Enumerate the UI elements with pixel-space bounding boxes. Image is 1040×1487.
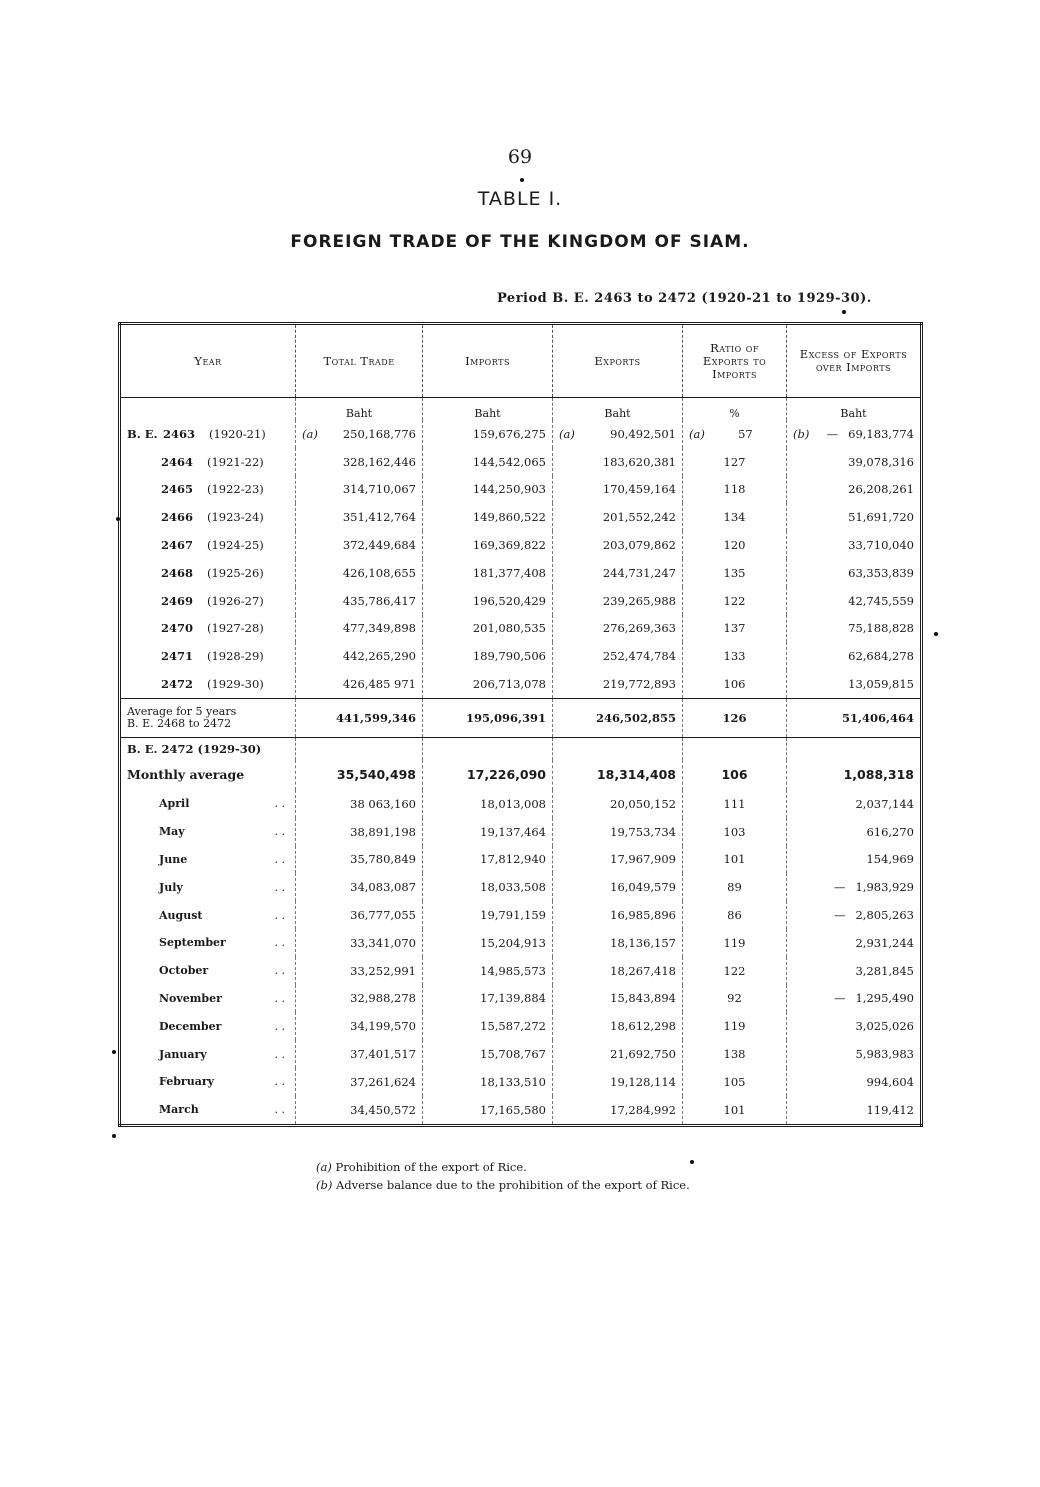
leader-dots: . .: [274, 964, 285, 978]
total-trade-cell: 442,265,290: [296, 642, 423, 670]
total-trade-cell: 477,349,898: [296, 615, 423, 643]
exports-cell: (a) 90,492,501: [553, 420, 683, 448]
year-cell: [120, 642, 296, 670]
average-label-line1: Average for 5 years: [127, 704, 237, 718]
fiscal-year: (1921-22): [207, 454, 264, 469]
total-trade-cell: 35,780,849: [296, 846, 423, 874]
leader-dots: . .: [274, 1019, 285, 1033]
imports-cell: 159,676,275: [423, 420, 553, 448]
footnote-marker: (b): [793, 426, 810, 441]
month-row: [120, 790, 922, 818]
excess-value: 2,805,263: [855, 908, 914, 923]
be-year: 2464: [160, 454, 193, 469]
table-label: TABLE I.: [477, 188, 563, 210]
ratio-cell: 106: [683, 670, 787, 698]
excess-cell: [787, 790, 922, 818]
imports-cell: 15,204,913: [423, 929, 553, 957]
ratio-cell: 118: [683, 476, 787, 504]
excess-cell: 26,208,261: [848, 482, 914, 497]
leader-dots: . .: [274, 991, 285, 1005]
print-speck: [112, 1050, 116, 1054]
fiscal-year: (1925-26): [207, 565, 264, 580]
month-cell: [120, 1012, 296, 1040]
excess-cell: 39,078,316: [848, 454, 914, 469]
ratio-cell: 137: [683, 615, 787, 643]
blank-cell: [423, 737, 553, 760]
footnote-marker: (a): [689, 426, 705, 441]
excess-value: 1,295,490: [855, 991, 914, 1006]
excess-cell: [787, 873, 922, 901]
negative-sign: —: [833, 880, 846, 895]
be-prefix: B. E.: [127, 426, 158, 441]
month-cell: [120, 1040, 296, 1068]
fiscal-year: (1923-24): [207, 510, 264, 525]
leader-dots: . .: [274, 1075, 285, 1089]
month-name: August: [159, 908, 203, 922]
ratio-cell: (a) 57: [683, 420, 787, 448]
month-row: [120, 957, 922, 985]
be-year: 2463: [163, 426, 196, 441]
period-subtitle: Period B. E. 2463 to 2472 (1920-21 to 1929-30).: [497, 291, 872, 306]
exports-cell: 18,136,157: [553, 929, 683, 957]
leader-dots: . .: [274, 936, 285, 950]
exports-cell: 21,692,750: [553, 1040, 683, 1068]
month-name: February: [159, 1075, 215, 1089]
exports-cell: 19,753,734: [553, 818, 683, 846]
month-cell: [120, 1096, 296, 1125]
be-year: 2465: [160, 482, 193, 497]
blank-cell: [296, 737, 423, 760]
total-trade-cell: 314,710,067: [296, 476, 423, 504]
year-row: [120, 642, 922, 670]
ratio-cell: 105: [683, 1068, 787, 1096]
excess-cell: 63,353,839: [848, 565, 914, 580]
excess-cell: 62,684,278: [848, 649, 914, 664]
month-name: July: [159, 880, 183, 894]
section-label: B. E. 2472 (1929-30): [120, 737, 296, 760]
header-ratio: Ratio of Exports to Imports: [683, 324, 787, 398]
header-total-trade: Total Trade: [296, 324, 423, 398]
year-row: [120, 448, 922, 476]
monthly-average-excess-cell: 1,088,318: [843, 767, 914, 783]
unit-exports: Baht: [553, 398, 683, 421]
print-speck: [116, 517, 120, 521]
print-speck: [520, 178, 524, 182]
average-exports-cell: 246,502,855: [553, 698, 683, 737]
units-row: [120, 398, 922, 421]
total-trade-cell: 32,988,278: [296, 985, 423, 1013]
month-name: June: [159, 852, 188, 866]
average-imports-cell: 195,096,391: [423, 698, 553, 737]
excess-value: 5,983,983: [855, 1047, 914, 1062]
be-year: 2471: [160, 649, 193, 664]
excess-cell: [787, 818, 922, 846]
be-year: 2470: [160, 621, 193, 636]
imports-cell: 144,250,903: [423, 476, 553, 504]
leader-dots: . .: [274, 797, 285, 811]
ratio-cell: 86: [683, 901, 787, 929]
imports-cell: 149,860,522: [423, 503, 553, 531]
negative-sign: —: [833, 991, 846, 1006]
ratio-cell: 122: [683, 957, 787, 985]
exports-cell: 16,049,579: [553, 873, 683, 901]
month-row: [120, 901, 922, 929]
imports-cell: 18,133,510: [423, 1068, 553, 1096]
table-body: [120, 398, 922, 1126]
month-cell: [120, 790, 296, 818]
print-speck: [690, 1160, 694, 1164]
exports-cell: 203,079,862: [553, 531, 683, 559]
month-name: November: [159, 991, 222, 1005]
year-row: [120, 587, 922, 615]
month-row: [120, 985, 922, 1013]
year-cell: [120, 476, 296, 504]
table-header-row: [120, 324, 922, 398]
total-trade-cell: 435,786,417: [296, 587, 423, 615]
leader-dots: . .: [274, 852, 285, 866]
month-name: January: [159, 1047, 207, 1061]
fiscal-year: (1927-28): [207, 621, 264, 636]
year-row: [120, 670, 922, 698]
average-excess-cell: 51,406,464: [787, 698, 922, 737]
month-row: [120, 1096, 922, 1125]
excess-value: 154,969: [866, 852, 914, 867]
be-year: 2472: [160, 677, 193, 692]
imports-cell: 201,080,535: [423, 615, 553, 643]
ratio-cell: 101: [683, 1096, 787, 1125]
year-row: [120, 531, 922, 559]
imports-cell: 189,790,506: [423, 642, 553, 670]
ratio-cell: 119: [683, 929, 787, 957]
year-cell: [120, 448, 296, 476]
imports-cell: 17,812,940: [423, 846, 553, 874]
month-name: May: [159, 825, 185, 839]
excess-cell: [787, 1012, 922, 1040]
average-total-cell: 441,599,346: [296, 698, 423, 737]
excess-cell: [787, 846, 922, 874]
exports-cell: 18,267,418: [553, 957, 683, 985]
year-row: [120, 476, 922, 504]
excess-cell: 42,745,559: [848, 593, 914, 608]
total-trade-cell: 33,341,070: [296, 929, 423, 957]
excess-value: 616,270: [866, 824, 914, 839]
exports-cell: 17,284,992: [553, 1096, 683, 1125]
excess-cell: [787, 1068, 922, 1096]
imports-cell: 18,013,008: [423, 790, 553, 818]
be-year: 2469: [160, 593, 193, 608]
excess-cell: 75,188,828: [848, 621, 914, 636]
monthly-average-label: Monthly average: [120, 760, 296, 790]
total-trade-cell: 426,485 971: [296, 670, 423, 698]
ratio-cell: 101: [683, 846, 787, 874]
blank-cell: [553, 737, 683, 760]
average-ratio-cell: 126: [683, 698, 787, 737]
average-label-line2: B. E. 2468 to 2472: [127, 716, 232, 730]
fiscal-year: (1920-21): [209, 426, 266, 441]
year-cell: [120, 531, 296, 559]
header-imports: Imports: [423, 324, 553, 398]
excess-cell: [787, 985, 922, 1013]
unit-ratio: %: [683, 398, 787, 421]
excess-cell: [787, 1040, 922, 1068]
month-cell: [120, 957, 296, 985]
excess-cell: (b) — 69,183,774: [793, 426, 914, 441]
month-row: [120, 873, 922, 901]
leader-dots: . .: [274, 880, 285, 894]
exports-cell: 239,265,988: [553, 587, 683, 615]
average-label: [120, 698, 296, 737]
month-cell: [120, 1068, 296, 1096]
year-row: [120, 503, 922, 531]
fiscal-year: (1926-27): [207, 593, 264, 608]
imports-cell: 19,137,464: [423, 818, 553, 846]
monthly-average-ratio-cell: 106: [683, 760, 787, 790]
excess-cell: [787, 929, 922, 957]
month-cell: [120, 873, 296, 901]
be-year: 2466: [160, 510, 193, 525]
exports-cell: 20,050,152: [553, 790, 683, 818]
total-trade-cell: 38,891,198: [296, 818, 423, 846]
total-trade-cell: 34,199,570: [296, 1012, 423, 1040]
monthly-average-total-cell: 35,540,498: [296, 760, 423, 790]
ratio-cell: 122: [683, 587, 787, 615]
year-cell: [120, 420, 296, 448]
footnote-marker: (a): [559, 426, 575, 441]
section-row: [120, 737, 922, 760]
exports-cell: 16,985,896: [553, 901, 683, 929]
excess-value: 2,037,144: [855, 796, 914, 811]
total-trade-cell: 33,252,991: [296, 957, 423, 985]
page-number: 69: [507, 146, 533, 168]
imports-cell: 181,377,408: [423, 559, 553, 587]
excess-value: 1,983,929: [855, 880, 914, 895]
ratio-cell: 134: [683, 503, 787, 531]
unit-year-blank: [120, 398, 296, 421]
year-row: [120, 420, 922, 448]
blank-cell: [787, 737, 922, 760]
month-cell: [120, 846, 296, 874]
imports-cell: 17,165,580: [423, 1096, 553, 1125]
excess-value: 994,604: [866, 1074, 914, 1089]
total-trade-cell: 372,449,684: [296, 531, 423, 559]
total-trade-cell: 34,083,087: [296, 873, 423, 901]
header-year: Year: [120, 324, 296, 398]
leader-dots: . .: [274, 908, 285, 922]
monthly-average-exports-cell: 18,314,408: [553, 760, 683, 790]
year-row: [120, 559, 922, 587]
footnote-marker: (a): [302, 426, 318, 441]
month-cell: [120, 985, 296, 1013]
average-row: [120, 698, 922, 737]
monthly-average-row: [120, 760, 922, 790]
total-trade-cell: 36,777,055: [296, 901, 423, 929]
imports-cell: 17,139,884: [423, 985, 553, 1013]
exports-cell: 201,552,242: [553, 503, 683, 531]
month-row: [120, 1040, 922, 1068]
imports-cell: 18,033,508: [423, 873, 553, 901]
total-trade-cell: 34,450,572: [296, 1096, 423, 1125]
exports-cell: 219,772,893: [553, 670, 683, 698]
be-year: 2467: [160, 538, 193, 553]
month-name: December: [159, 1019, 222, 1033]
exports-cell: 244,731,247: [553, 559, 683, 587]
ratio-cell: 92: [683, 985, 787, 1013]
footnotes: [316, 1158, 690, 1194]
month-cell: [120, 929, 296, 957]
imports-cell: 144,542,065: [423, 448, 553, 476]
imports-cell: 14,985,573: [423, 957, 553, 985]
ratio-cell: 119: [683, 1012, 787, 1040]
month-name: September: [159, 936, 226, 950]
month-row: [120, 846, 922, 874]
imports-cell: 15,708,767: [423, 1040, 553, 1068]
month-name: October: [159, 964, 209, 978]
month-cell: [120, 818, 296, 846]
fiscal-year: (1924-25): [207, 538, 264, 553]
header-exports: Exports: [553, 324, 683, 398]
ratio-cell: 127: [683, 448, 787, 476]
exports-cell: 183,620,381: [553, 448, 683, 476]
footnote-a: (a) Prohibition of the export of Rice.: [316, 1160, 527, 1174]
ratio-cell: 120: [683, 531, 787, 559]
unit-imports: Baht: [423, 398, 553, 421]
excess-cell: 51,691,720: [848, 510, 914, 525]
total-trade-cell: 351,412,764: [296, 503, 423, 531]
ratio-cell: 89: [683, 873, 787, 901]
year-row: [120, 615, 922, 643]
exports-cell: 252,474,784: [553, 642, 683, 670]
exports-cell: 19,128,114: [553, 1068, 683, 1096]
month-cell: [120, 901, 296, 929]
ratio-cell: 111: [683, 790, 787, 818]
excess-value: 119,412: [866, 1102, 914, 1117]
leader-dots: . .: [274, 1047, 285, 1061]
footnote-b: (b) Adverse balance due to the prohibition of the export of Rice.: [316, 1178, 690, 1192]
excess-value: 3,025,026: [855, 1019, 914, 1034]
excess-cell: [787, 957, 922, 985]
leader-dots: . .: [274, 1103, 285, 1117]
negative-sign: —: [833, 908, 846, 923]
year-cell: [120, 670, 296, 698]
total-trade-cell: 328,162,446: [296, 448, 423, 476]
exports-cell: 170,459,164: [553, 476, 683, 504]
imports-cell: 169,369,822: [423, 531, 553, 559]
excess-cell: 13,059,815: [848, 677, 914, 692]
total-trade-cell: 37,401,517: [296, 1040, 423, 1068]
document-title: FOREIGN TRADE OF THE KINGDOM OF SIAM.: [290, 232, 750, 252]
year-cell: [120, 559, 296, 587]
print-speck: [112, 1134, 116, 1138]
imports-cell: 196,520,429: [423, 587, 553, 615]
year-cell: [120, 615, 296, 643]
imports-cell: 206,713,078: [423, 670, 553, 698]
header-excess: Excess of Exports over Imports: [787, 324, 922, 398]
month-name: April: [159, 797, 190, 811]
negative-sign: —: [826, 426, 839, 441]
unit-excess: Baht: [840, 407, 867, 420]
month-row: [120, 1012, 922, 1040]
unit-total-trade: Baht: [296, 398, 423, 421]
exports-cell: 18,612,298: [553, 1012, 683, 1040]
ratio-cell: 133: [683, 642, 787, 670]
total-trade-cell: (a) 250,168,776: [296, 420, 423, 448]
blank-cell: [683, 737, 787, 760]
fiscal-year: (1929-30): [207, 677, 264, 692]
month-row: [120, 929, 922, 957]
year-cell: [120, 503, 296, 531]
print-speck: [842, 310, 846, 314]
print-speck: [934, 632, 938, 636]
imports-cell: 15,587,272: [423, 1012, 553, 1040]
ratio-cell: 103: [683, 818, 787, 846]
ratio-cell: 135: [683, 559, 787, 587]
monthly-average-imports-cell: 17,226,090: [423, 760, 553, 790]
exports-cell: 276,269,363: [553, 615, 683, 643]
be-year: 2468: [160, 565, 193, 580]
excess-cell: [787, 901, 922, 929]
leader-dots: . .: [274, 825, 285, 839]
excess-value: 2,931,244: [855, 935, 914, 950]
foreign-trade-table: [118, 322, 923, 1127]
total-trade-cell: 37,261,624: [296, 1068, 423, 1096]
month-name: March: [159, 1103, 199, 1117]
month-row: [120, 818, 922, 846]
imports-cell: 19,791,159: [423, 901, 553, 929]
fiscal-year: (1922-23): [207, 482, 264, 497]
fiscal-year: (1928-29): [207, 649, 264, 664]
total-trade-cell: 426,108,655: [296, 559, 423, 587]
year-cell: [120, 587, 296, 615]
exports-cell: 15,843,894: [553, 985, 683, 1013]
month-row: [120, 1068, 922, 1096]
excess-value: 3,281,845: [855, 963, 914, 978]
excess-cell: 33,710,040: [848, 538, 914, 553]
ratio-cell: 138: [683, 1040, 787, 1068]
excess-cell: [787, 1096, 922, 1125]
total-trade-cell: 38 063,160: [296, 790, 423, 818]
exports-cell: 17,967,909: [553, 846, 683, 874]
